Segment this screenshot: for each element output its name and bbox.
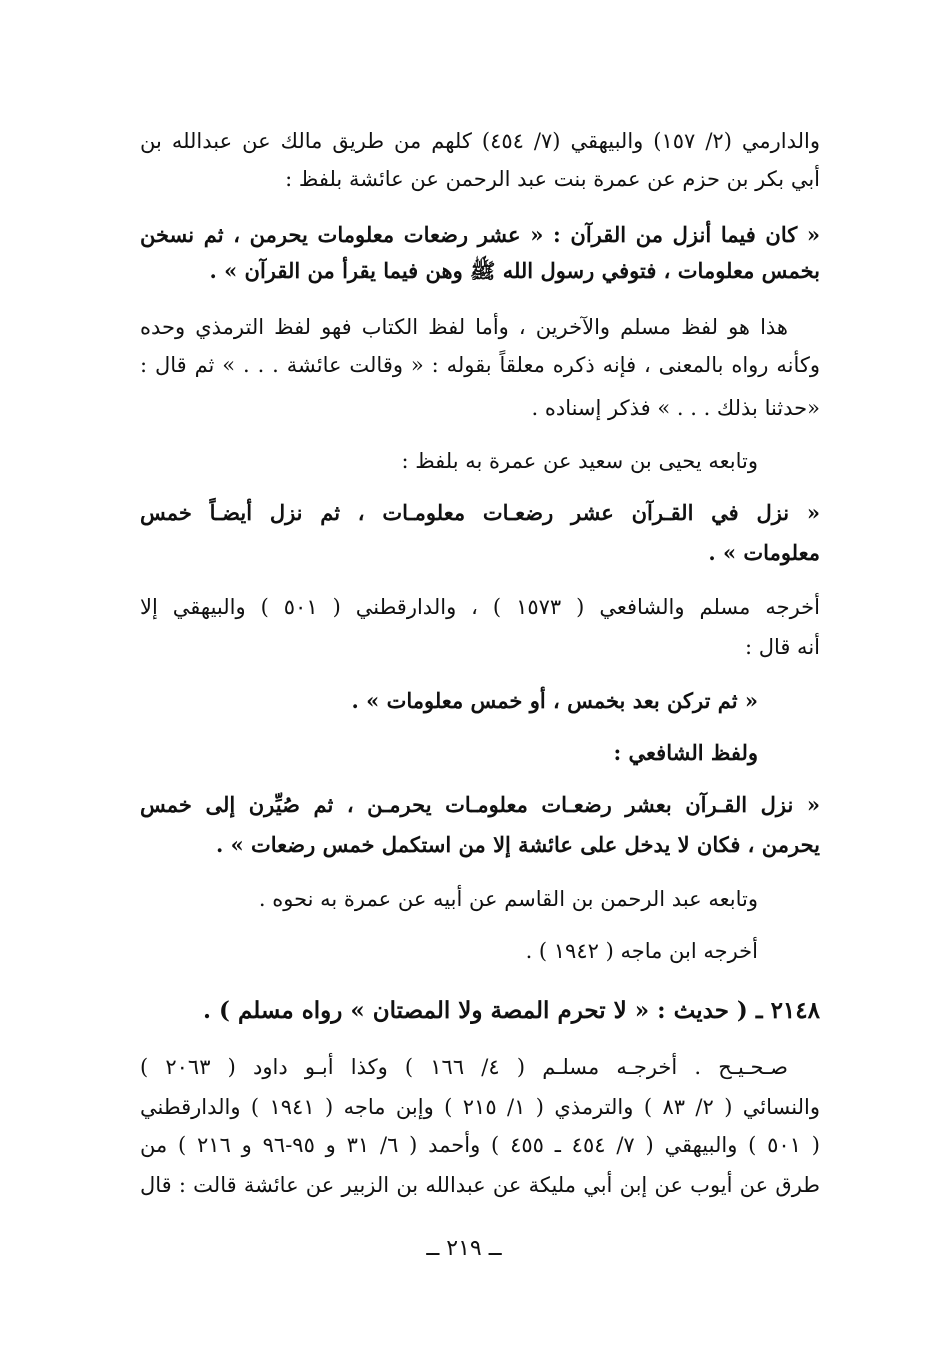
text-line: والنسائي ( ٢/ ٨٣ ) والترمذي ( ١/ ٢١٥ ) وإبن ماجه ( ١٩٤١ ) والدارقطني bbox=[140, 1095, 820, 1119]
text-line: أبي بكر بن حزم عن عمرة بنت عبد الرحمن عن عائشة بلفظ : bbox=[285, 167, 820, 191]
text-line: والدارمي (٢/ ١٥٧) والبيهقي (٧/ ٤٥٤) كلهم من طريق مالك عن عبدالله بن bbox=[140, 129, 821, 153]
text-line: وتابعه عبد الرحمن بن القاسم عن أبيه عن عمرة به نحوه . bbox=[258, 887, 758, 911]
text-line: وكأنه رواه بالمعنى ، فإنه ذكره معلقاً بقوله : « وقالت عائشة . . . » ثم قال : bbox=[140, 353, 820, 377]
text-line: طرق عن أيوب عن إبن أبي مليكة عن عبدالله بن الزبير عن عائشة قالت : قال bbox=[140, 1173, 820, 1197]
quote-line: « ثم تركن بعد بخمس ، أو خمس معلومات » . bbox=[351, 688, 758, 713]
text-line: هذا هو لفظ مسلم والآخرين ، وأما لفظ الكتاب فهو لفظ الترمذي وحده bbox=[140, 315, 788, 339]
text-line: ( ٥٠١ ) والبيهقي ( ٧/ ٤٥٤ ـ ٤٥٥ ) وأحمد ( ٦/ ٣١ و ٩٥-٩٦ و ٢١٦ ) من bbox=[140, 1133, 820, 1157]
text-line: وتابعه يحيى بن سعيد عن عمرة به بلفظ : bbox=[401, 449, 758, 473]
text-line: أنه قال : bbox=[744, 635, 820, 659]
quote-line: « كان فيما أنزل من القرآن : « عشر رضعات معلومات يحرمن ، ثم نسخن bbox=[140, 222, 820, 247]
quote-line: « نزل القـرآن بعشر رضعـات معلومـات يحرمـن ، ثم صُيِّرن إلى خمس bbox=[140, 792, 820, 817]
page-number: ــ ٢١٩ ــ bbox=[426, 1236, 502, 1261]
hadith-heading: ٢١٤٨ ـ ( حديث : « لا تحرم المصة ولا المصتان » رواه مسلم ) . bbox=[203, 997, 820, 1024]
text-line: أخرجه مسلم والشافعي ( ١٥٧٣ ) ، والدارقطني ( ٥٠١ ) والبيهقي إلا bbox=[140, 595, 820, 619]
text-line: «حدثنا بذلك . . . » فذكر إسناده . bbox=[531, 396, 820, 420]
quote-line: بخمس معلومات ، فتوفي رسول الله ﷺ وهن فيما يقرأ من القرآن » . bbox=[209, 258, 820, 283]
quote-line: « نزل في القـرآن عشر رضعـات معلومـات ، ثم نزل أيضـاً خمس bbox=[140, 500, 820, 525]
text-line: أخرجه ابن ماجه ( ١٩٤٢ ) . bbox=[525, 939, 758, 963]
quote-line: معلومات » . bbox=[708, 540, 820, 565]
text-line: صـحـيـح . أخرجـه مسلـم ( ٤/ ١٦٦ ) وكذا أبـو داود ( ٢٠٦٣ ) bbox=[140, 1055, 788, 1079]
text-line: ولفظ الشافعي : bbox=[613, 740, 758, 765]
quote-line: يحرمن ، فكان لا يدخل على عائشة إلا من استكمل خمس رضعات » . bbox=[215, 832, 820, 857]
